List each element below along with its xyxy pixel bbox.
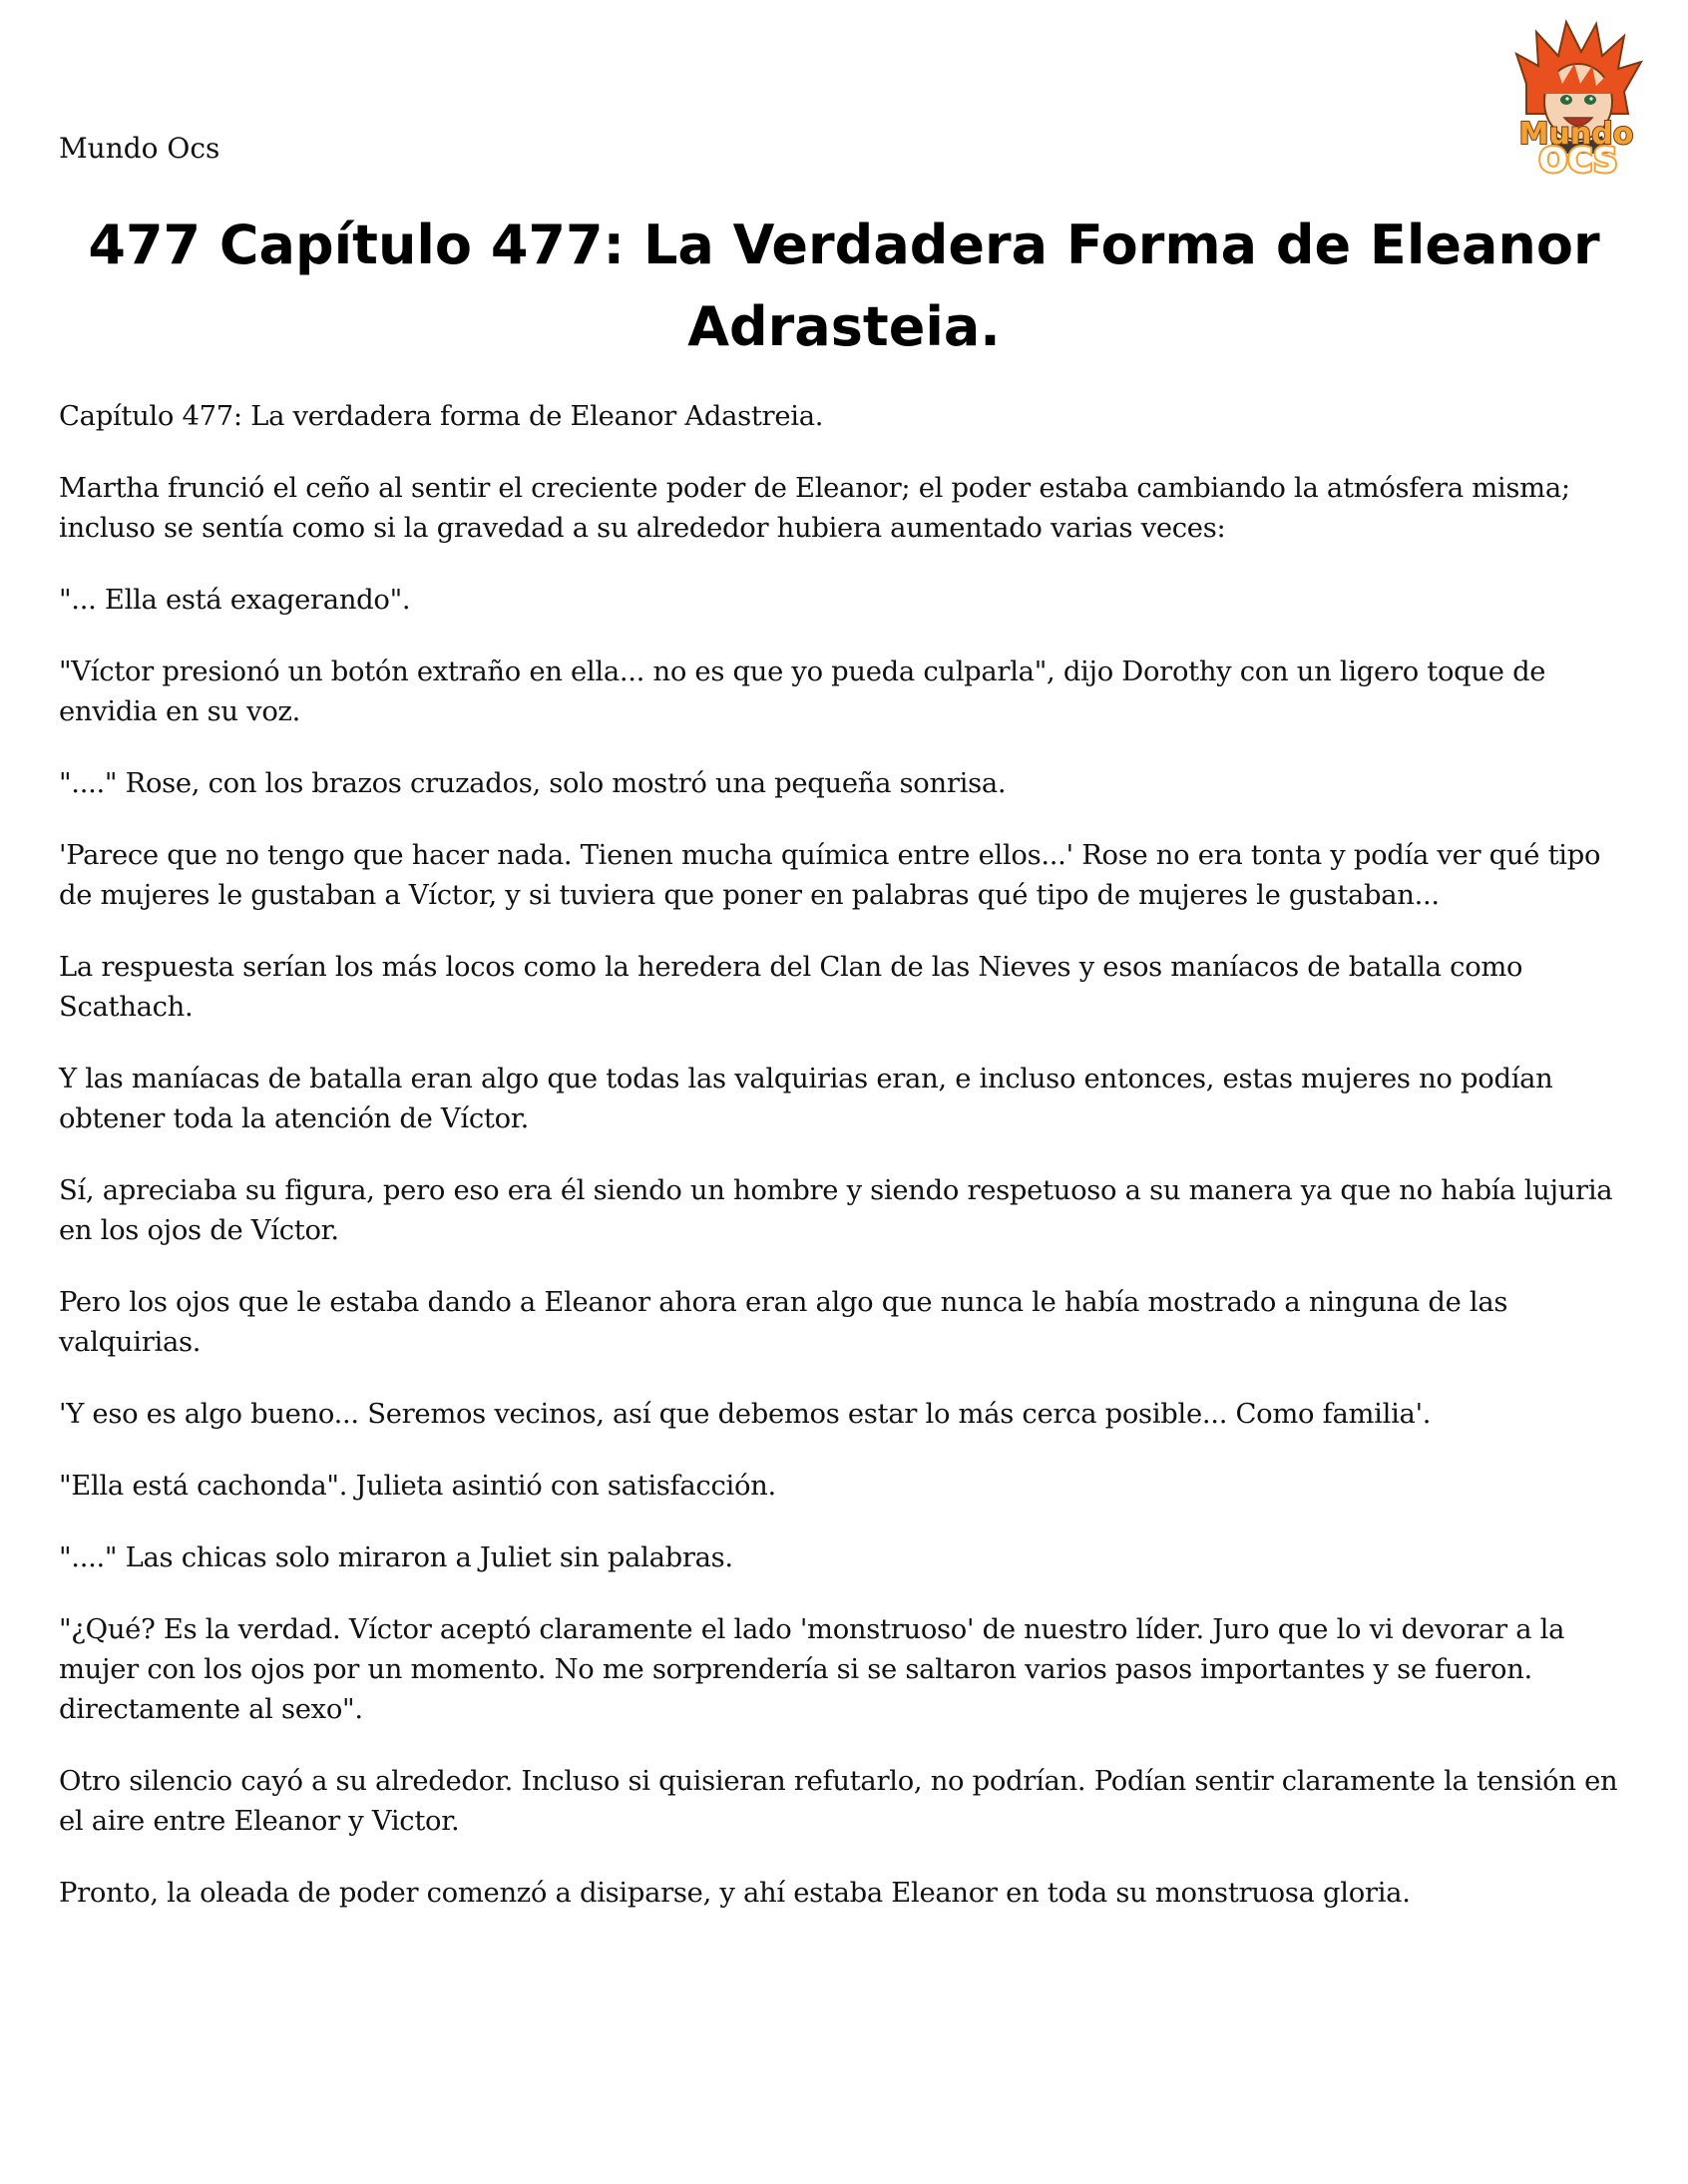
chapter-title: 477 Capítulo 477: La Verdadera Forma de Eleanor Adrasteia.: [88, 214, 1600, 358]
paragraph: "¿Qué? Es la verdad. Víctor aceptó claramente el lado 'monstruoso' de nuestro líder. Juro que lo vi devorar a la mujer con los ojos por un momento. No me sorprendería si se saltaron varios pasos importantes y se fueron. directamente al sexo".: [59, 1614, 1565, 1725]
paragraph: "Víctor presionó un botón extraño en ella... no es que yo pueda culparla", dijo Dorothy con un ligero toque de envidia en su voz.: [59, 656, 1546, 727]
paragraph: "Ella está cachonda". Julieta asintió con satisfacción.: [59, 1471, 776, 1502]
paragraph: Martha frunció el ceño al sentir el creciente poder de Eleanor; el poder estaba cambiando la atmósfera misma; incluso se sentía como si la gravedad a su alrededor hubiera aumentado varias veces:: [59, 473, 1570, 544]
paragraph: Capítulo 477: La verdadera forma de Eleanor Adastreia.: [59, 401, 824, 432]
paragraph: "... Ella está exagerando".: [59, 585, 411, 616]
logo-text-ocs: OCS: [1538, 141, 1618, 179]
paragraph: 'Parece que no tengo que hacer nada. Tienen mucha química entre ellos...' Rose no era tonta y podía ver qué tipo de mujeres le gustaban a Víctor, y si tuviera que poner en palabras qué tipo de mujeres le gustaban...: [59, 840, 1601, 911]
paragraph: Y las maníacas de batalla eran algo que todas las valquirias eran, e incluso entonces, estas mujeres no podían obtener toda la atención de Víctor.: [59, 1064, 1553, 1134]
paragraph: Otro silencio cayó a su alrededor. Incluso si quisieran refutarlo, no podrían. Podían sentir claramente la tensión en el aire entre Eleanor y Victor.: [59, 1766, 1618, 1837]
chapter-body: [59, 397, 1637, 1946]
paragraph: Sí, apreciaba su figura, pero eso era él siendo un hombre y siendo respetuoso a su manera ya que no había lujuria en los ojos de Víctor.: [59, 1175, 1613, 1246]
paragraph: "...." Rose, con los brazos cruzados, solo mostró una pequeña sonrisa.: [59, 768, 1007, 799]
mundo-ocs-logo: [1496, 14, 1656, 179]
paragraph: 'Y eso es algo bueno... Seremos vecinos, así que debemos estar lo más cerca posible... Como familia'.: [59, 1399, 1432, 1430]
logo-text-mundo: Mundo: [1518, 117, 1634, 152]
paragraph: La respuesta serían los más locos como la heredera del Clan de las Nieves y esos maníacos de batalla como Scathach.: [59, 952, 1523, 1023]
site-name: Mundo Ocs: [59, 132, 220, 165]
paragraph: Pronto, la oleada de poder comenzó a disiparse, y ahí estaba Eleanor en toda su monstruosa gloria.: [59, 1878, 1411, 1909]
paragraph: Pero los ojos que le estaba dando a Eleanor ahora eran algo que nunca le había mostrado a ninguna de las valquirias.: [59, 1287, 1508, 1358]
paragraph: "...." Las chicas solo miraron a Juliet sin palabras.: [59, 1542, 733, 1573]
